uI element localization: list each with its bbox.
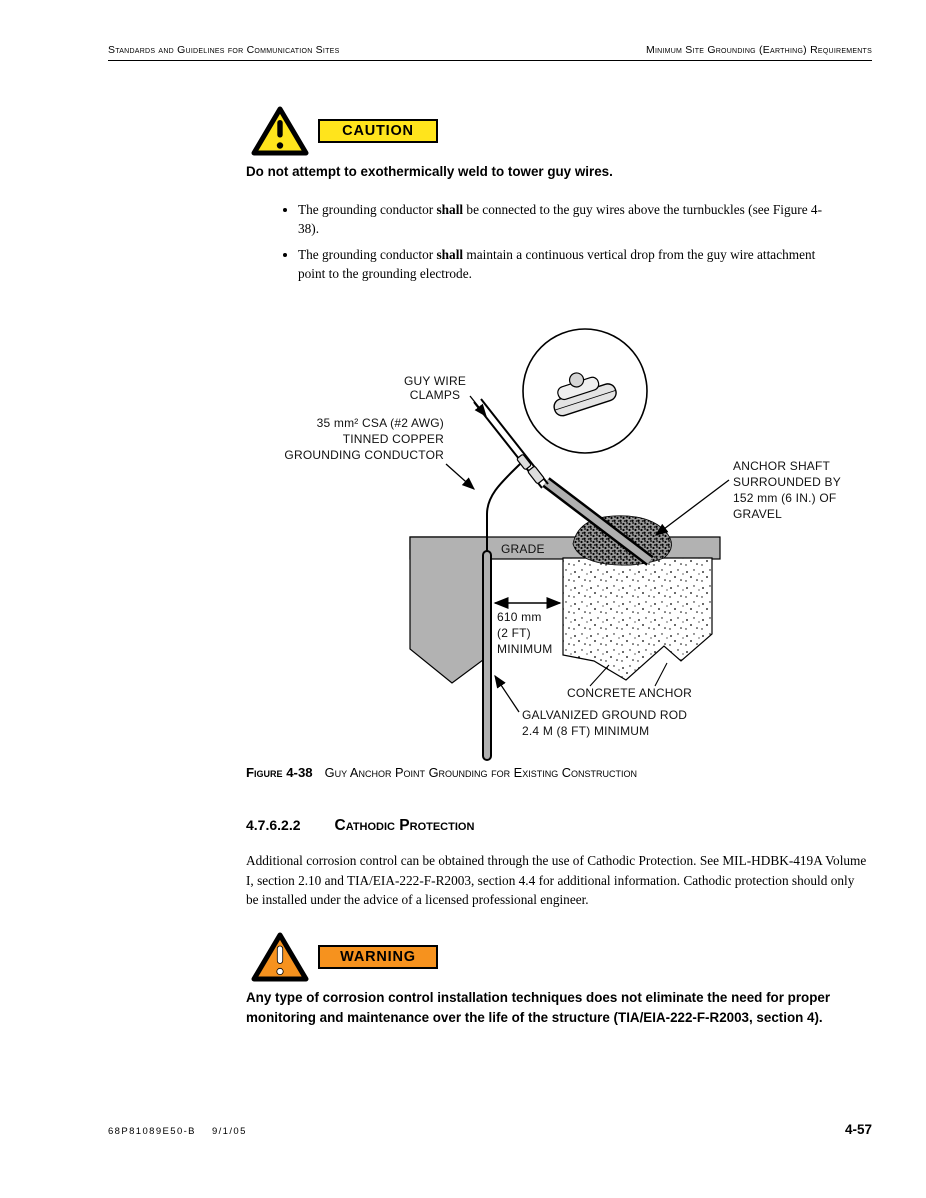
header-rule [108,60,872,61]
label-anchor-shaft-line2: SURROUNDED BY [733,475,841,489]
exclamation-bar [277,946,282,964]
soil-left-column [410,537,487,683]
label-dimension-line3: MINIMUM [497,642,553,656]
header-left-title: Standards and Guidelines for Communication Sites [108,44,340,56]
label-ground-rod-line2: 2.4 M (8 FT) MINIMUM [522,724,650,738]
bullet-text: The grounding conductor [298,202,437,217]
leader-grounding-conductor [446,464,474,489]
bullet-text: maintain a continuous vertical drop from the guy wire attachment point to the grounding electrode. [298,247,816,281]
label-anchor-shaft-line3: 152 mm (6 IN.) OF [733,491,837,505]
label-anchor-shaft-line1: ANCHOR SHAFT [733,459,831,473]
leader-guy-wire-clamps [470,396,486,416]
section-heading [246,817,474,835]
figure-caption [246,765,637,780]
warning-body: Any type of corrosion control installation techniques does not eliminate the need for proper monitoring and maintenance over the life of the structure (TIA/EIA-222-F-R2003, section 4). [246,990,831,1025]
figure-caption-label: Figure 4-38 [246,765,313,780]
caution-triangle-icon [251,105,309,157]
warning-label-box: WARNING [318,945,438,969]
footer-left [108,1126,247,1137]
leader-concrete-anchor [590,665,609,686]
bullet-text: The grounding conductor [298,247,437,262]
caution-heading: Do not attempt to exothermically weld to tower guy wires. [246,164,613,179]
section-number: 4.7.6.2.2 [246,817,301,833]
bullet-bold-word: shall [436,247,464,262]
warning-triangle-icon [251,931,309,983]
bullet-item [298,201,838,238]
label-dimension-line2: (2 FT) [497,626,531,640]
turnbuckle [528,466,545,484]
leader-anchor-shaft [656,480,729,535]
section-body: Additional corrosion control can be obtained through the use of Cathodic Protection. See MIL-HDBK-419A Volume I, section 2.10 and TIA/EIA-222-F-R2003, section 4.4 for additional information. Cathodic protection should only be installed under the advice of a licensed professional engineer. [246,853,867,907]
leader-concrete-anchor [655,663,667,686]
concrete-speckle-texture [563,558,712,680]
page-number: 4-57 [844,1122,872,1137]
exclamation-dot [277,142,283,148]
bullet-text: be connected to the guy wires above the turnbuckles (see Figure 4-38). [298,202,822,236]
label-grounding-conductor-line2: TINNED COPPER [342,432,444,446]
label-ground-rod-line1: GALVANIZED GROUND ROD [522,708,688,722]
bullet-bold-word: shall [436,202,464,217]
label-grade: GRADE [501,542,545,556]
label-concrete-anchor: CONCRETE ANCHOR [567,686,693,700]
footer-date: 9/1/05 [211,1126,247,1137]
label-grounding-conductor-line1: 35 mm² CSA (#2 AWG) [316,416,444,430]
label-grounding-conductor-line3: GROUNDING CONDUCTOR [284,448,444,462]
figure-4-38-diagram [268,312,886,764]
header-right-title: Minimum Site Grounding (Earthing) Requirements [645,44,872,56]
leader-ground-rod [495,676,519,712]
figure-caption-text: Guy Anchor Point Grounding for Existing Construction [324,765,638,780]
exclamation-bar [277,120,282,138]
page-header [108,44,872,56]
label-guy-wire-clamps-line1: GUY WIRE [403,374,467,388]
bullet-item [298,246,838,283]
section-title: Cathodic Protection [334,817,475,834]
caution-bullet-list [272,201,838,291]
footer-doc-code: 68P81089E50-B [108,1126,196,1137]
label-dimension-line1: 610 mm [497,610,542,624]
label-anchor-shaft-line4: GRAVEL [733,507,782,521]
guy-wire-clamp [517,454,532,470]
label-guy-wire-clamps-line2: CLAMPS [409,388,461,402]
caution-label-box: CAUTION [318,119,438,143]
exclamation-dot [277,968,283,974]
